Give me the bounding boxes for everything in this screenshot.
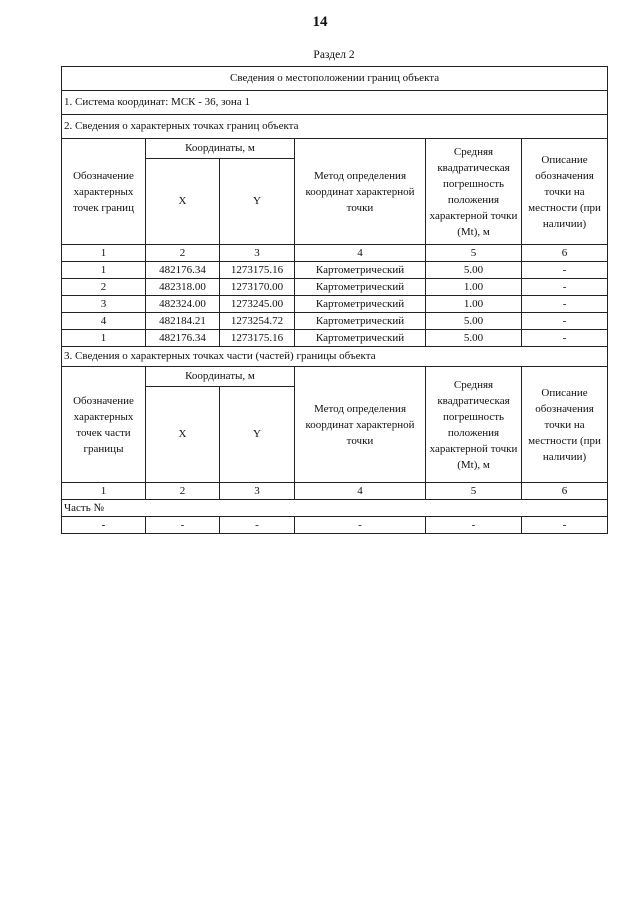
table-row — [62, 296, 608, 313]
cell: - — [522, 330, 608, 347]
cell: 482176.34 — [146, 262, 220, 279]
table-row — [62, 313, 608, 330]
cell: 5.00 — [426, 330, 522, 347]
cell: Картометрический — [295, 296, 426, 313]
cell: 482176.34 — [146, 330, 220, 347]
col-num: 4 — [295, 483, 426, 500]
part-label: Часть № — [62, 500, 608, 517]
cell: - — [146, 517, 220, 534]
column-numbers-row — [62, 245, 608, 262]
header2-designation: Обозначение характерных точек части границы — [62, 367, 146, 483]
cell: 1 — [62, 330, 146, 347]
cell: 1273245.00 — [220, 296, 295, 313]
cell: 4 — [62, 313, 146, 330]
col-num: 6 — [522, 245, 608, 262]
header2-y: Y — [220, 387, 295, 483]
header2-coordinates: Координаты, м — [146, 367, 295, 387]
cell: - — [522, 517, 608, 534]
page-number: 14 — [312, 14, 328, 30]
col-num: 4 — [295, 245, 426, 262]
column-numbers-row-2 — [62, 483, 608, 500]
header-designation: Обозначение характерных точек границ — [62, 139, 146, 245]
table-row — [62, 330, 608, 347]
cell: 3 — [62, 296, 146, 313]
cell: 5.00 — [426, 313, 522, 330]
cell: - — [220, 517, 295, 534]
header2-error: Средняя квадратическая погрешность положения характерной точки (Mt), м — [426, 367, 522, 483]
col-num: 3 — [220, 245, 295, 262]
table-title: Сведения о местоположении границ объекта — [62, 67, 608, 91]
cell: - — [522, 279, 608, 296]
col-num: 2 — [146, 245, 220, 262]
cell: 1273175.16 — [220, 330, 295, 347]
cell: 1.00 — [426, 279, 522, 296]
col-num: 5 — [426, 483, 522, 500]
boundary-table — [61, 66, 608, 534]
table-row — [62, 279, 608, 296]
cell: Картометрический — [295, 330, 426, 347]
cell: 1273175.16 — [220, 262, 295, 279]
col-num: 1 — [62, 245, 146, 262]
cell: Картометрический — [295, 279, 426, 296]
header-method: Метод определения координат характерной точки — [295, 139, 426, 245]
cell: - — [62, 517, 146, 534]
section-label: Раздел 2 — [313, 49, 355, 61]
col-num: 2 — [146, 483, 220, 500]
cell: - — [426, 517, 522, 534]
section1-title: 2. Сведения о характерных точках границ объекта — [62, 115, 608, 139]
col-num: 6 — [522, 483, 608, 500]
header2-x: X — [146, 387, 220, 483]
col-num: 1 — [62, 483, 146, 500]
cell: 2 — [62, 279, 146, 296]
header-x: X — [146, 159, 220, 245]
section2-title: 3. Сведения о характерных точках части (частей) границы объекта — [62, 347, 608, 367]
header-coordinates: Координаты, м — [146, 139, 295, 159]
header-error: Средняя квадратическая погрешность положения характерной точки (Mt), м — [426, 139, 522, 245]
cell: 482184.21 — [146, 313, 220, 330]
cell: - — [295, 517, 426, 534]
cell: 482318.00 — [146, 279, 220, 296]
cell: - — [522, 296, 608, 313]
col-num: 3 — [220, 483, 295, 500]
table-row — [62, 262, 608, 279]
cell: Картометрический — [295, 262, 426, 279]
coord-system: 1. Система координат: МСК - 36, зона 1 — [62, 91, 608, 115]
part-row — [62, 517, 608, 534]
cell: 1273170.00 — [220, 279, 295, 296]
cell: 482324.00 — [146, 296, 220, 313]
header2-description: Описание обозначения точки на местности (при наличии) — [522, 367, 608, 483]
cell: - — [522, 262, 608, 279]
header-y: Y — [220, 159, 295, 245]
cell: 1.00 — [426, 296, 522, 313]
header-description: Описание обозначения точки на местности (при наличии) — [522, 139, 608, 245]
cell: - — [522, 313, 608, 330]
col-num: 5 — [426, 245, 522, 262]
cell: 5.00 — [426, 262, 522, 279]
cell: 1273254.72 — [220, 313, 295, 330]
cell: 1 — [62, 262, 146, 279]
header2-method: Метод определения координат характерной точки — [295, 367, 426, 483]
cell: Картометрический — [295, 313, 426, 330]
